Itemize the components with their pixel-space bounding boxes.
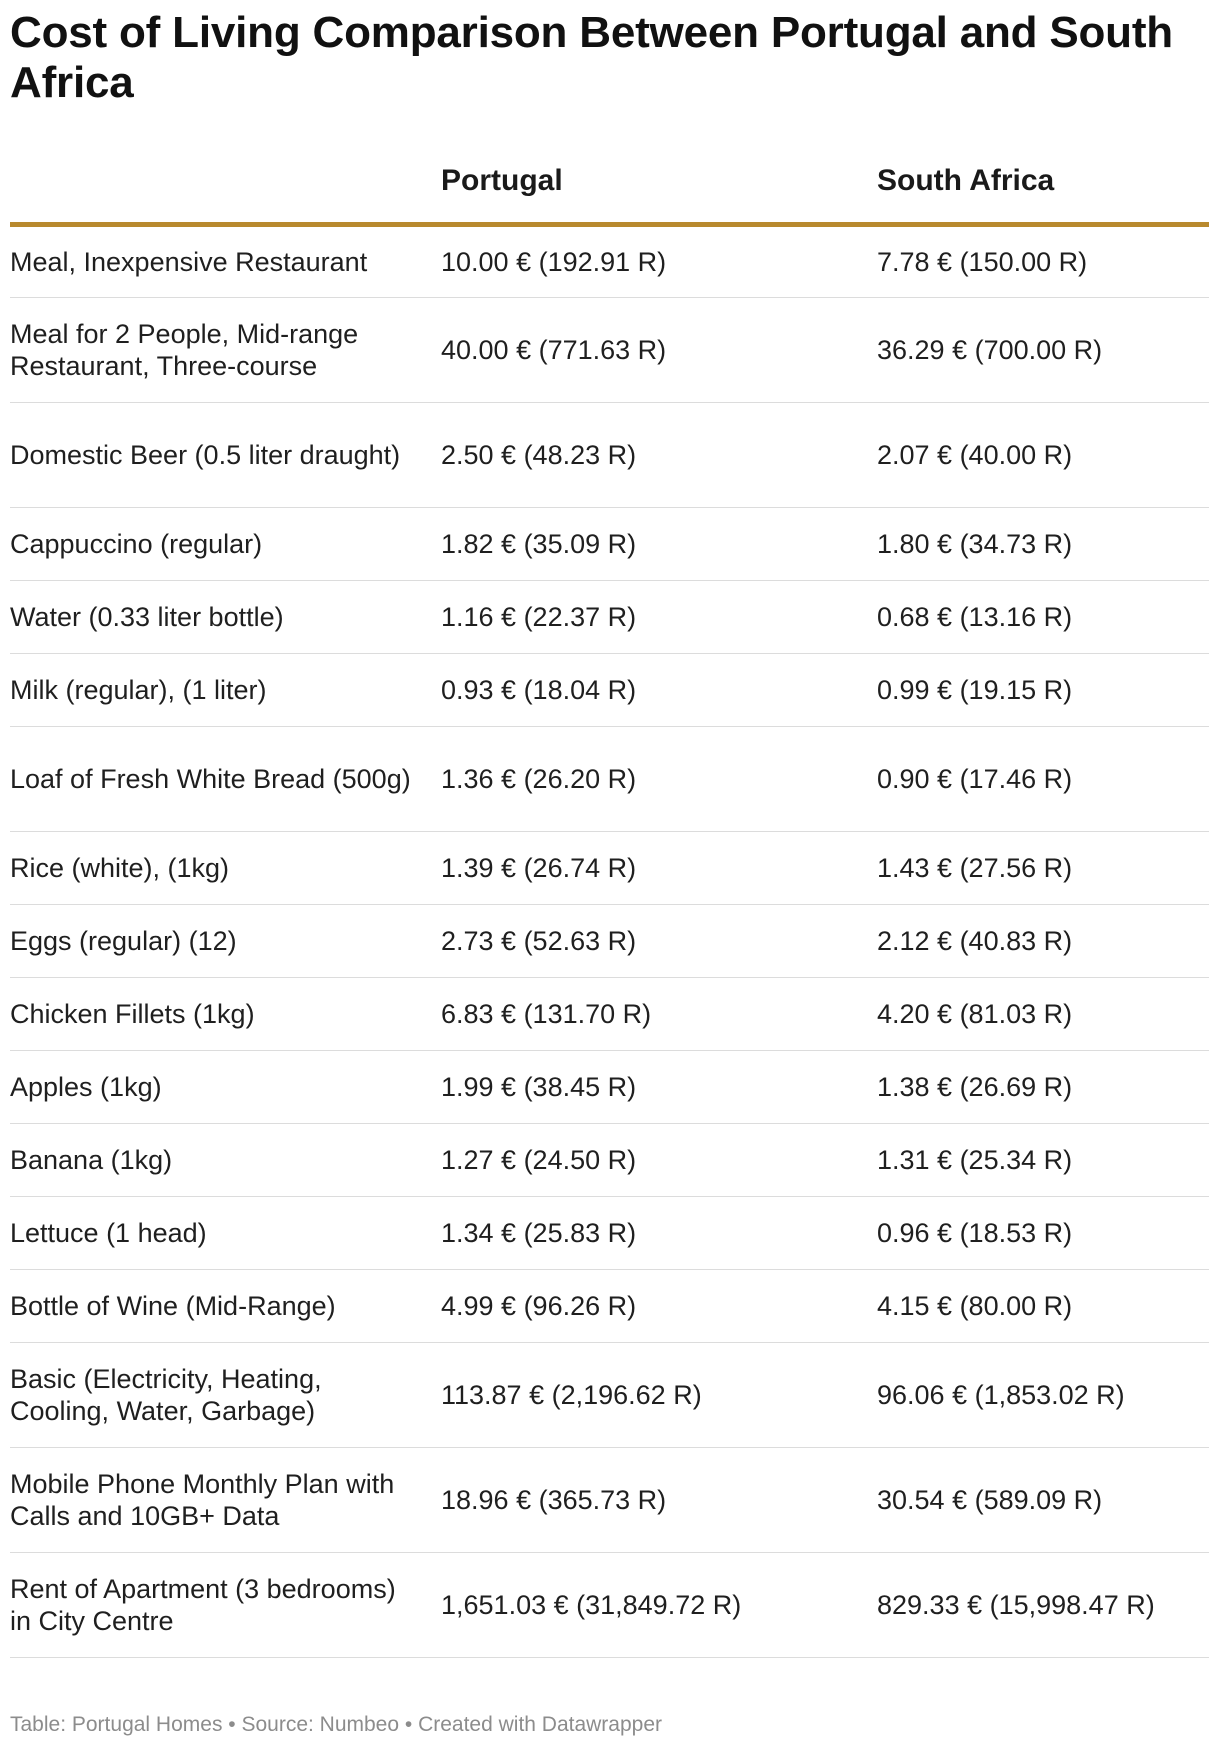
row-portugal-cell: 40.00 € (771.63 R) [441,298,877,403]
row-south-africa-cell: 2.07 € (40.00 R) [877,403,1209,508]
row-south-africa-cell: 4.15 € (80.00 R) [877,1270,1209,1343]
chart-title: Cost of Living Comparison Between Portugal and South Africa [10,8,1173,107]
row-item-cell: Rice (white), (1kg) [10,832,441,905]
row-portugal-cell: 1.39 € (26.74 R) [441,832,877,905]
row-item-cell: Water (0.33 liter bottle) [10,581,441,654]
row-portugal-cell: 6.83 € (131.70 R) [441,978,877,1051]
row-south-africa-cell: 30.54 € (589.09 R) [877,1448,1209,1553]
row-item-cell: Chicken Fillets (1kg) [10,978,441,1051]
row-south-africa-cell: 96.06 € (1,853.02 R) [877,1343,1209,1448]
row-item-cell: Apples (1kg) [10,1051,441,1124]
table-row [10,1124,1209,1197]
row-portugal-cell: 2.73 € (52.63 R) [441,905,877,978]
table-row [10,905,1209,978]
row-south-africa-cell: 1.38 € (26.69 R) [877,1051,1209,1124]
row-south-africa-cell: 7.78 € (150.00 R) [877,225,1209,298]
table-body [10,225,1209,1658]
table-row [10,1343,1209,1448]
table-row [10,298,1209,403]
row-south-africa-cell: 0.96 € (18.53 R) [877,1197,1209,1270]
row-portugal-cell: 1.34 € (25.83 R) [441,1197,877,1270]
table-row [10,1051,1209,1124]
row-item-cell: Meal, Inexpensive Restaurant [10,225,441,298]
row-item-cell: Rent of Apartment (3 bedrooms) in City Centre [10,1553,441,1658]
row-portugal-cell: 4.99 € (96.26 R) [441,1270,877,1343]
row-item-cell: Cappuccino (regular) [10,508,441,581]
table-row [10,832,1209,905]
row-portugal-cell: 10.00 € (192.91 R) [441,225,877,298]
table-row [10,1270,1209,1343]
cost-table [10,140,1209,1658]
row-portugal-cell: 18.96 € (365.73 R) [441,1448,877,1553]
row-south-africa-cell: 1.80 € (34.73 R) [877,508,1209,581]
table-row [10,225,1209,298]
row-south-africa-cell: 2.12 € (40.83 R) [877,905,1209,978]
table-row [10,1197,1209,1270]
table-row [10,1553,1209,1658]
row-south-africa-cell: 829.33 € (15,998.47 R) [877,1553,1209,1658]
row-item-cell: Lettuce (1 head) [10,1197,441,1270]
row-item-cell: Basic (Electricity, Heating, Cooling, Water, Garbage) [10,1343,441,1448]
row-item-cell: Banana (1kg) [10,1124,441,1197]
source-footer: Table: Portugal Homes • Source: Numbeo • Created with Datawrapper [10,1713,663,1736]
row-item-cell: Domestic Beer (0.5 liter draught) [10,403,441,508]
row-portugal-cell: 1,651.03 € (31,849.72 R) [441,1553,877,1658]
row-portugal-cell: 0.93 € (18.04 R) [441,654,877,727]
row-item-cell: Mobile Phone Monthly Plan with Calls and 10GB+ Data [10,1448,441,1553]
row-item-cell: Loaf of Fresh White Bread (500g) [10,727,441,832]
row-portugal-cell: 113.87 € (2,196.62 R) [441,1343,877,1448]
row-portugal-cell: 1.99 € (38.45 R) [441,1051,877,1124]
table-row [10,727,1209,832]
row-portugal-cell: 2.50 € (48.23 R) [441,403,877,508]
row-portugal-cell: 1.82 € (35.09 R) [441,508,877,581]
row-item-cell: Bottle of Wine (Mid-Range) [10,1270,441,1343]
table-row [10,508,1209,581]
row-south-africa-cell: 1.43 € (27.56 R) [877,832,1209,905]
column-header-item [10,140,441,225]
row-south-africa-cell: 36.29 € (700.00 R) [877,298,1209,403]
table-row [10,978,1209,1051]
row-south-africa-cell: 4.20 € (81.03 R) [877,978,1209,1051]
table-row [10,581,1209,654]
row-item-cell: Meal for 2 People, Mid-range Restaurant, Three-course [10,298,441,403]
row-item-cell: Eggs (regular) (12) [10,905,441,978]
column-header-south-africa: South Africa [877,140,1209,225]
row-portugal-cell: 1.27 € (24.50 R) [441,1124,877,1197]
row-south-africa-cell: 0.99 € (19.15 R) [877,654,1209,727]
row-item-cell: Milk (regular), (1 liter) [10,654,441,727]
row-portugal-cell: 1.36 € (26.20 R) [441,727,877,832]
row-south-africa-cell: 0.68 € (13.16 R) [877,581,1209,654]
column-header-portugal: Portugal [441,140,877,225]
table-row [10,654,1209,727]
row-south-africa-cell: 0.90 € (17.46 R) [877,727,1209,832]
table-row [10,1448,1209,1553]
row-south-africa-cell: 1.31 € (25.34 R) [877,1124,1209,1197]
table-header-row [10,140,1209,225]
row-portugal-cell: 1.16 € (22.37 R) [441,581,877,654]
table-row [10,403,1209,508]
